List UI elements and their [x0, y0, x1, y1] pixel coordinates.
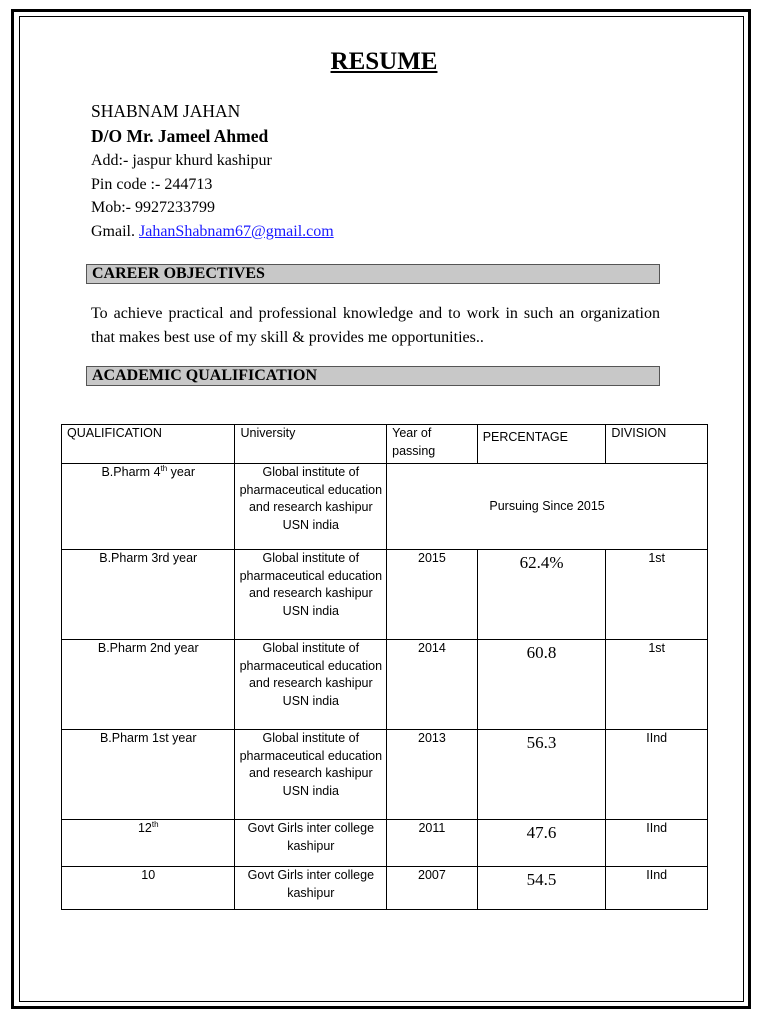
career-objectives-heading: CAREER OBJECTIVES	[86, 264, 660, 284]
university-cell: Govt Girls inter college kashipur	[235, 820, 387, 867]
academic-qualification-heading: ACADEMIC QUALIFICATION	[86, 366, 660, 386]
qualification-cell: B.Pharm 1st year	[62, 730, 235, 820]
header-qualification: QUALIFICATION	[62, 425, 235, 464]
university-cell: Govt Girls inter college kashipur	[235, 867, 387, 910]
qualification-table	[61, 424, 708, 910]
qualification-cell: B.Pharm 2nd year	[62, 640, 235, 730]
percentage-cell: 60.8	[477, 640, 606, 730]
email-link[interactable]: JahanShabnam67@gmail.com	[139, 222, 334, 240]
gmail-label: Gmail.	[91, 222, 135, 240]
university-cell: Global institute of pharmaceutical education and research kashipur USN india	[235, 640, 387, 730]
mobile-number: Mob:- 9927233799	[91, 199, 215, 217]
contact-block	[91, 99, 334, 243]
table-row	[62, 820, 708, 867]
year-cell: 2007	[387, 867, 478, 910]
division-cell: IInd	[606, 867, 708, 910]
qualification-cell: 10	[62, 867, 235, 910]
percentage-cell: 62.4%	[477, 550, 606, 640]
career-objective-text: To achieve practical and professional knowledge and to work in such an organization that makes best use of my skill & provides me opportunities..	[91, 305, 660, 346]
pin-code: Pin code :- 244713	[91, 175, 213, 193]
division-cell: 1st	[606, 640, 708, 730]
division-cell: 1st	[606, 550, 708, 640]
header-percentage: PERCENTAGE	[477, 425, 606, 464]
pursuing-cell: Pursuing Since 2015	[387, 464, 708, 550]
division-cell: IInd	[606, 820, 708, 867]
percentage-cell: 56.3	[477, 730, 606, 820]
resume-title: RESUME	[330, 48, 438, 75]
qualification-cell: B.Pharm 4th year	[62, 464, 235, 550]
qualification-cell: 12th	[62, 820, 235, 867]
table-row	[62, 867, 708, 910]
year-cell: 2011	[387, 820, 478, 867]
table-row	[62, 464, 708, 550]
division-cell: IInd	[606, 730, 708, 820]
header-year: Year of passing	[387, 425, 478, 464]
address: Add:- jaspur khurd kashipur	[91, 152, 272, 169]
table-row	[62, 730, 708, 820]
applicant-name: SHABNAM JAHAN	[91, 101, 241, 121]
father-name: D/O Mr. Jameel Ahmed	[91, 126, 269, 146]
university-cell: Global institute of pharmaceutical education and research kashipur USN india	[235, 730, 387, 820]
university-cell: Global institute of pharmaceutical education and research kashipur USN india	[235, 550, 387, 640]
university-cell: Global institute of pharmaceutical education and research kashipur USN india	[235, 464, 387, 550]
year-cell: 2015	[387, 550, 478, 640]
percentage-cell: 54.5	[477, 867, 606, 910]
email-line	[91, 220, 334, 244]
header-division: DIVISION	[606, 425, 708, 464]
year-cell: 2014	[387, 640, 478, 730]
year-cell: 2013	[387, 730, 478, 820]
table-header-row	[62, 425, 708, 464]
qualification-cell: B.Pharm 3rd year	[62, 550, 235, 640]
table-row	[62, 550, 708, 640]
header-university: University	[235, 425, 387, 464]
table-row	[62, 640, 708, 730]
percentage-cell: 47.6	[477, 820, 606, 867]
